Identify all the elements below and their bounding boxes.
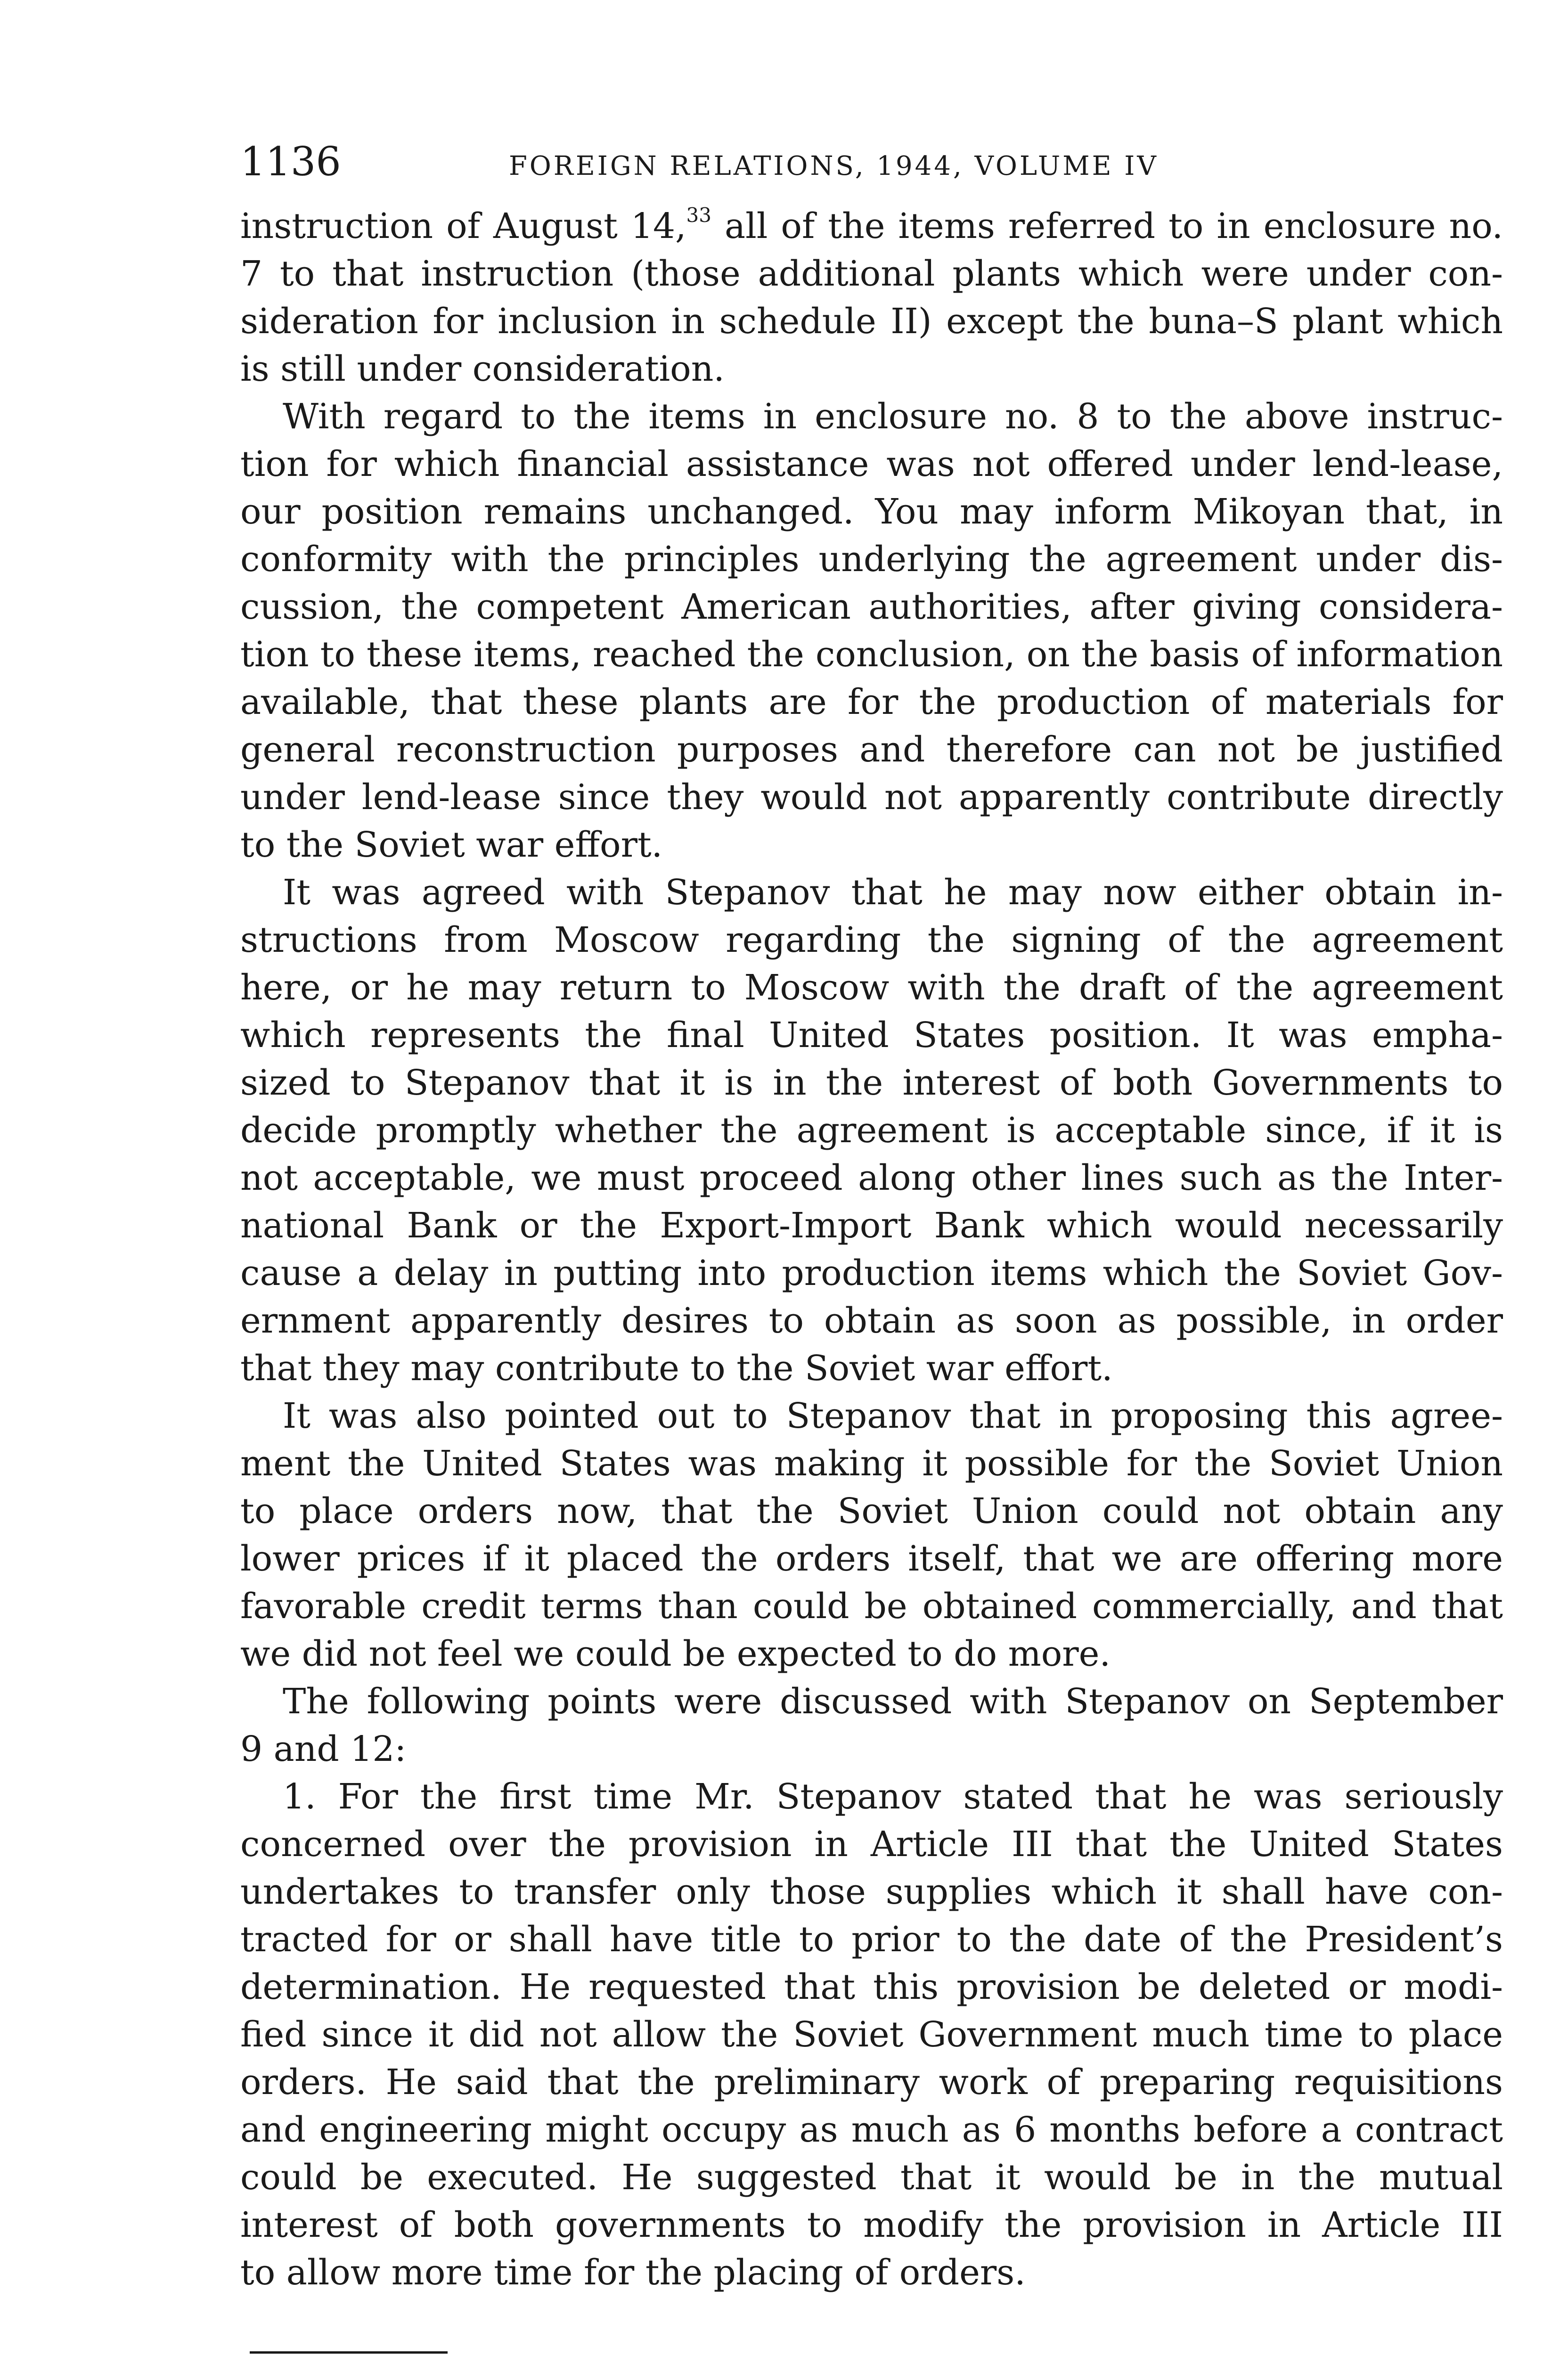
text-line: The following points were discussed with Stepanov on September <box>283 1681 1503 1722</box>
paragraph <box>240 1678 1503 1773</box>
text-line: and engineering might occupy as much as 6 months before a contract <box>240 2110 1503 2150</box>
paragraph <box>240 203 1503 393</box>
text-line: sideration for inclusion in schedule II) except the buna–S plant which <box>240 301 1503 342</box>
text-line: decide promptly whether the agreement is acceptable since, if it is <box>240 1110 1503 1151</box>
text-line: 1. For the first time Mr. Stepanov stated that he was seriously <box>283 1776 1503 1817</box>
text-line: available, that these plants are for the production of materials for <box>240 682 1503 722</box>
text-line: 7 to that instruction (those additional plants which were under con- <box>240 254 1503 294</box>
text-line: is still under consideration. <box>240 349 725 389</box>
text-line: It was agreed with Stepanov that he may now either obtain in- <box>283 872 1503 913</box>
text-line: national Bank or the Export-Import Bank which would necessarily <box>240 1205 1503 1246</box>
paragraph <box>240 1392 1503 1678</box>
text-line: could be executed. He suggested that it would be in the mutual <box>240 2157 1503 2198</box>
text-line: here, or he may return to Moscow with the draft of the agreement <box>240 967 1503 1008</box>
text-line: orders. He said that the preliminary work of preparing requisitions <box>240 2062 1503 2102</box>
text-line: which represents the final United States position. It was empha- <box>240 1015 1503 1055</box>
text-line: structions from Moscow regarding the signing of the agreement <box>240 920 1503 960</box>
text-line: cussion, the competent American authorities, after giving considera- <box>240 587 1503 627</box>
text-line: to allow more time for the placing of orders. <box>240 2252 1026 2293</box>
page-header <box>240 136 1512 188</box>
text-line: favorable credit terms than could be obtained commercially, and that <box>240 1586 1503 1627</box>
paragraph <box>240 869 1503 1392</box>
paragraph <box>240 393 1503 869</box>
text-line: not acceptable, we must proceed along other lines such as the Inter- <box>240 1158 1503 1198</box>
text-line: tracted for or shall have title to prior to the date of the President’s <box>240 1919 1503 1960</box>
text-line: 9 and 12: <box>240 1729 407 1769</box>
body-text <box>240 203 1503 2297</box>
text-line: to the Soviet war effort. <box>240 825 663 865</box>
footnote-reference: 33 <box>686 204 711 227</box>
text-line: undertakes to transfer only those supplies which it shall have con- <box>240 1872 1503 1912</box>
text-line: With regard to the items in enclosure no. 8 to the above instruc- <box>283 396 1503 437</box>
text-line: our position remains unchanged. You may inform Mikoyan that, in <box>240 491 1503 532</box>
text-line: we did not feel we could be expected to do more. <box>240 1634 1111 1674</box>
text-line: fied since it did not allow the Soviet Government much time to place <box>240 2014 1503 2055</box>
text-line: general reconstruction purposes and therefore can not be justified <box>240 729 1503 770</box>
text-line: concerned over the provision in Article III that the United States <box>240 1824 1503 1865</box>
footnote-divider <box>250 2351 448 2354</box>
running-head: FOREIGN RELATIONS, 1944, VOLUME IV <box>509 151 1159 181</box>
page-number: 1136 <box>240 139 341 185</box>
text-line: interest of both governments to modify the provision in Article III <box>240 2205 1503 2245</box>
text-line: instruction of August 14,33 all of the items referred to in enclosure no. <box>240 204 1503 246</box>
text-line: conformity with the principles underlying the agreement under dis- <box>240 539 1503 580</box>
text-line: determination. He requested that this provision be deleted or modi- <box>240 1967 1503 2007</box>
paragraph <box>240 1773 1503 2297</box>
text-line: to place orders now, that the Soviet Union could not obtain any <box>240 1491 1503 1531</box>
text-line: cause a delay in putting into production items which the Soviet Gov- <box>240 1253 1503 1293</box>
text-line: tion to these items, reached the conclusion, on the basis of information <box>240 634 1503 675</box>
text-line: sized to Stepanov that it is in the interest of both Governments to <box>240 1063 1503 1103</box>
text-line: that they may contribute to the Soviet war effort. <box>240 1348 1113 1389</box>
text-line: lower prices if it placed the orders itself, that we are offering more <box>240 1538 1503 1579</box>
text-line: under lend-lease since they would not apparently contribute directly <box>240 777 1503 818</box>
text-line: ernment apparently desires to obtain as soon as possible, in order <box>240 1301 1503 1341</box>
text-line: It was also pointed out to Stepanov that in proposing this agree- <box>283 1396 1503 1436</box>
text-line: ment the United States was making it possible for the Soviet Union <box>240 1443 1503 1484</box>
text-line: tion for which financial assistance was not offered under lend-lease, <box>240 444 1503 484</box>
